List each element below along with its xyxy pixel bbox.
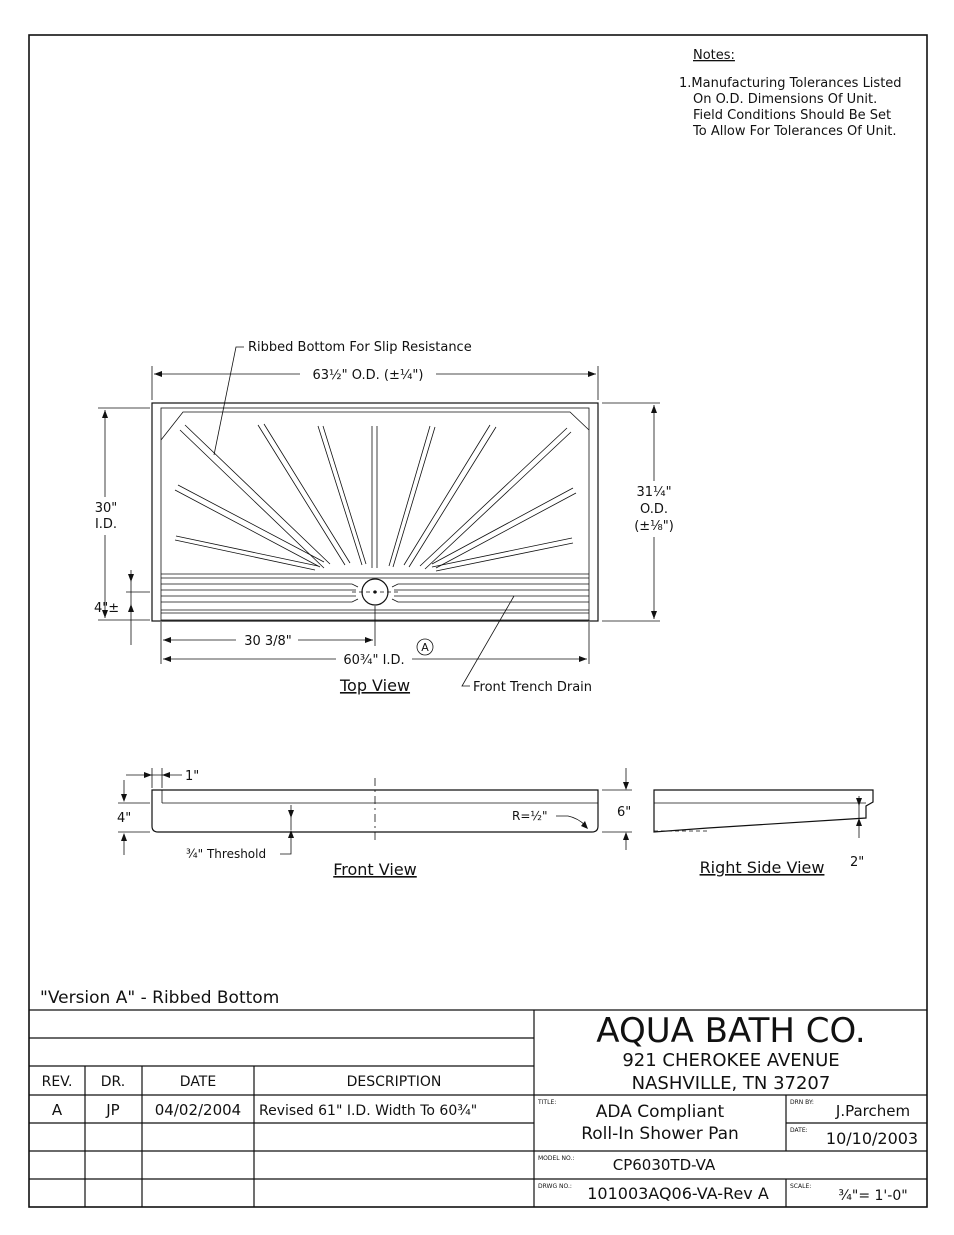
threshold-leader <box>280 838 291 854</box>
drawing-number-field-label: DRWG NO.: <box>538 1183 572 1190</box>
slope-dim-label: 2" <box>850 855 865 870</box>
revision-marker: A <box>421 641 429 654</box>
trench-callout: Front Trench Drain <box>473 680 593 695</box>
od-depth-unit: O.D. <box>640 502 668 517</box>
pan-basin-edge <box>161 412 589 440</box>
front-view <box>117 768 632 879</box>
scale-field-label: SCALE: <box>790 1183 812 1190</box>
model-field-label: MODEL NO.: <box>538 1155 575 1162</box>
version-label: "Version A" - Ribbed Bottom <box>40 988 280 1008</box>
pan-outline-od <box>152 403 598 621</box>
radius-leader <box>556 816 586 826</box>
lip-dim-label: 1" <box>185 769 200 784</box>
od-depth-value: 31¼" <box>636 485 672 500</box>
revision-table <box>42 1074 478 1119</box>
notes-title: Notes: <box>693 48 735 63</box>
top-view-title: Top View <box>339 676 411 695</box>
ribbed-callout: Ribbed Bottom For Slip Resistance <box>248 340 472 355</box>
id-depth-value: 30" <box>94 501 118 516</box>
description-cell: Revised 61" I.D. Width To 60¾" <box>259 1103 478 1119</box>
drawing-date: 10/10/2003 <box>825 1129 919 1148</box>
company-name: AQUA BATH CO. <box>596 1011 866 1051</box>
dr-cell: JP <box>106 1101 120 1119</box>
ribbed-leader <box>214 347 244 455</box>
side-view-outline <box>654 790 873 832</box>
company-address-1: 921 CHEROKEE AVENUE <box>622 1050 840 1071</box>
date-cell: 04/02/2004 <box>154 1101 242 1119</box>
trench-offset-label: 4"± <box>94 601 120 616</box>
note-line-4: To Allow For Tolerances Of Unit. <box>693 124 897 139</box>
id-width-label: 60¾" I.D. <box>343 653 405 668</box>
date-header: DATE <box>179 1074 217 1090</box>
drawing-title-2: Roll-In Shower Pan <box>581 1124 739 1144</box>
drawing-title-1: ADA Compliant <box>595 1102 725 1122</box>
top-view <box>88 340 680 695</box>
scale-value: ¾"= 1'-0" <box>838 1188 908 1204</box>
dr-header: DR. <box>100 1074 126 1090</box>
rev-header: REV. <box>41 1074 73 1090</box>
note-line-1: 1.Manufacturing Tolerances Listed <box>679 76 902 91</box>
drawing-number: 101003AQ06-VA-Rev A <box>587 1184 769 1203</box>
notes-block <box>679 48 902 139</box>
company-address-2: NASHVILLE, TN 37207 <box>631 1073 831 1094</box>
overall-height-label: 6" <box>617 805 632 820</box>
rev-cell: A <box>51 1101 63 1119</box>
note-line-3: Field Conditions Should Be Set <box>693 108 892 123</box>
radius-label: R=½" <box>512 809 548 823</box>
drawn-by: J.Parchem <box>835 1102 911 1120</box>
date-field-label: DATE: <box>790 1127 808 1134</box>
threshold-callout: ¾" Threshold <box>186 847 267 861</box>
drain-center <box>373 590 376 593</box>
drain-offset-label: 30 3/8" <box>244 634 292 649</box>
drawn-by-field-label: DRN BY: <box>790 1099 814 1106</box>
description-header: DESCRIPTION <box>346 1074 442 1090</box>
trench-leader <box>462 596 514 686</box>
height-dim-label: 4" <box>117 811 132 826</box>
side-view-title: Right Side View <box>699 858 825 877</box>
front-view-title: Front View <box>333 860 417 879</box>
slip-resistance-ribs <box>175 424 576 571</box>
id-depth-unit: I.D. <box>94 517 118 532</box>
note-line-2: On O.D. Dimensions Of Unit. <box>693 92 878 107</box>
company-block <box>596 1011 865 1094</box>
model-number: CP6030TD-VA <box>612 1156 716 1174</box>
title-field-label: TITLE: <box>538 1099 557 1106</box>
od-depth-tol: (±⅛") <box>634 519 674 534</box>
od-width-label: 63½" O.D. (±¼") <box>312 368 424 383</box>
right-side-view <box>654 790 873 877</box>
